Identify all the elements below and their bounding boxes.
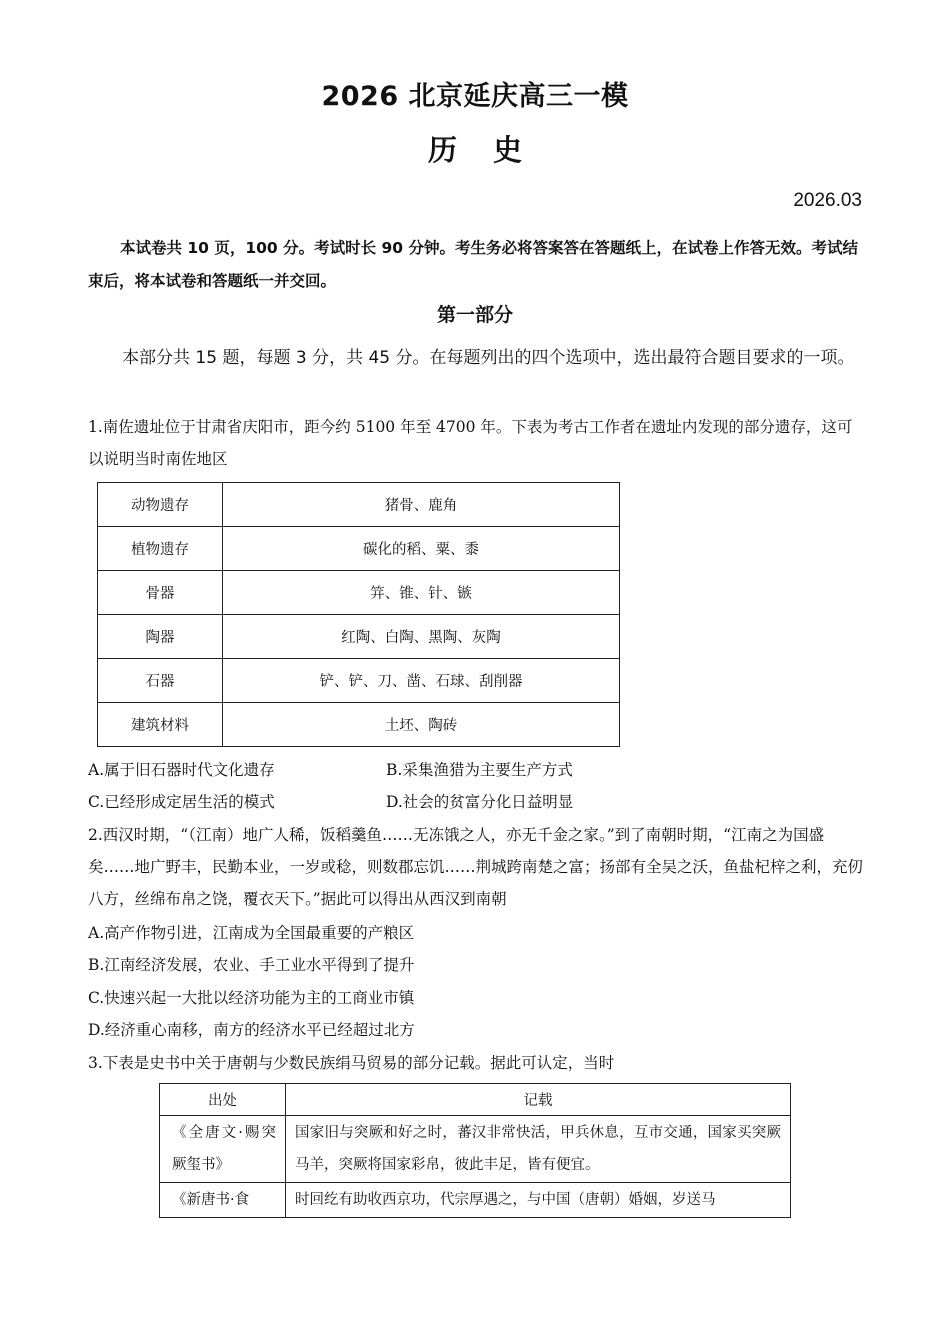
question-2-option-b: B.江南经济发展，农业、手工业水平得到了提升 [88,956,415,974]
table-cell-type: 陶器 [98,615,223,659]
exam-instructions: 本试卷共 10 页，100 分。考试时长 90 分钟。考生务必将答案答在答题纸上，在试卷上作答无效。考试结束后，将本试卷和答题纸一并交回。 [88,239,858,290]
table-row [98,483,620,527]
question-1-option-d: D.社会的贫富分化日益明显 [386,793,574,811]
table-cell-type: 骨器 [98,571,223,615]
table-cell-items: 笄、锥、针、镞 [223,571,620,615]
question-2-stem: 2.西汉时期，“（江南）地广人稀，饭稻羹鱼……无冻饿之人，亦无千金之家。”到了南朝时期，“江南之为国盛矣……地广野丰，民勤本业，一岁或稔，则数郡忘饥……荆城跨南楚之富；扬部有全吴之沃，鱼盐杞梓之利，充仞八方，丝绵布帛之饶，覆衣天下。”据此可以得出从西汉到南朝 [88,826,864,908]
table-row [98,703,620,747]
table-row [98,615,620,659]
table-row [160,1183,791,1218]
table-cell-record: 国家旧与突厥和好之时，蕃汉非常快活，甲兵休息，互市交通，国家买突厥马羊，突厥将国家彩帛，彼此丰足，皆有便宜。 [286,1116,791,1183]
table-header-source: 出处 [160,1084,286,1116]
table-cell-type: 动物遗存 [98,483,223,527]
table-cell-source: 《新唐书·食 [160,1183,286,1218]
question-1-stem: 1.南佐遗址位于甘肃省庆阳市，距今约 5100 年至 4700 年。下表为考古工作者在遗址内发现的部分遗存，这可以说明当时南佐地区 [88,418,853,468]
part-description: 本部分共 15 题，每题 3 分，共 45 分。在每题列出的四个选项中，选出最符合题目要求的一项。 [122,348,855,368]
table-cell-items: 猪骨、鹿角 [223,483,620,527]
table-cell-record: 时回纥有助收西京功，代宗厚遇之，与中国（唐朝）婚姻，岁送马 [286,1183,791,1218]
table-row [98,527,620,571]
table-cell-items: 土坯、陶砖 [223,703,620,747]
table-cell-items: 碳化的稻、粟、黍 [223,527,620,571]
question-1-option-b: B.采集渔猎为主要生产方式 [386,761,573,779]
table-cell-source: 《全唐文·赐突厥玺书》 [160,1116,286,1183]
table-cell-type: 石器 [98,659,223,703]
question-2-option-c: C.快速兴起一大批以经济功能为主的工商业市镇 [88,989,415,1007]
part-title: 第一部分 [436,304,513,326]
question-1-option-a: A.属于旧石器时代文化遗存 [88,761,275,779]
table-cell-type: 植物遗存 [98,527,223,571]
table-cell-type: 建筑材料 [98,703,223,747]
table-row [160,1116,791,1183]
question-3-table [159,1083,791,1218]
exam-title: 2026 北京延庆高三一模 [321,81,629,112]
table-row [98,571,620,615]
question-3-stem: 3.下表是史书中关于唐朝与少数民族绢马贸易的部分记载。据此可认定，当时 [88,1054,615,1072]
question-1-option-c: C.已经形成定居生活的模式 [88,793,275,811]
question-1-table [97,482,620,747]
question-2-option-d: D.经济重心南移，南方的经济水平已经超过北方 [88,1021,415,1039]
question-2-option-a: A.高产作物引进，江南成为全国最重要的产粮区 [88,924,415,942]
table-cell-items: 铲、铲、刀、凿、石球、刮削器 [223,659,620,703]
table-cell-items: 红陶、白陶、黑陶、灰陶 [223,615,620,659]
table-header-record: 记载 [286,1084,791,1116]
subject-title: 历史 [427,133,558,167]
table-header-row [160,1084,791,1116]
exam-date: 2026.03 [793,190,862,211]
table-row [98,659,620,703]
